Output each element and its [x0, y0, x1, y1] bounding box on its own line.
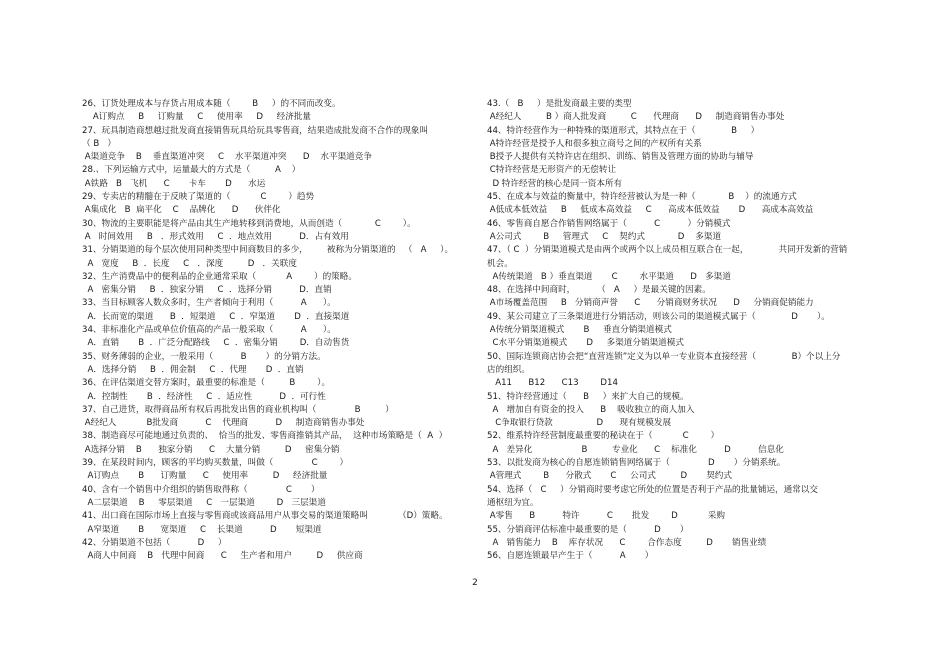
- left-column: [82, 98, 464, 563]
- question-line: A市场覆盖范围 B 分销商声誉 C 分销商财务状况 D 分销商促销能力: [487, 298, 814, 309]
- question-line: A 差异化 B 专业化 C 标准化 D 信息化: [487, 444, 784, 455]
- question-line: A选择分销 B 独家分销 C 大量分销 D 密集分销: [82, 444, 340, 455]
- question-line: A经纪人 B ）商人批发商 C 代理商 D 制造商销售办事处: [487, 112, 785, 123]
- question-line: 36、在评估渠道交替方案时，最重要的标准是（ B ）。: [82, 378, 331, 389]
- question-line: 42、分销渠道不包括（ D ）: [82, 537, 227, 548]
- question-line: 38、制造商尽可能地通过负责的、 恰当的批发、零售商推销其产品， 这种市场策略是（ A ）: [82, 431, 448, 442]
- question-line: 26、订货处理成本与存货占用成本随（ B ）的不同而改变。: [82, 99, 341, 109]
- question-line: A二层渠道 B 零层渠道 C 一层渠道 D 三层渠道: [82, 497, 326, 508]
- question-line: A商人中间商 B 代理中间商 C 生产者和用户 D 供应商: [82, 551, 363, 562]
- right-column: [487, 98, 877, 563]
- question-line: 50、国际连锁商店协会把“直营连锁”定义为以单一专业资本直接经营（ B）个以上分: [487, 351, 841, 362]
- question-line: A经纪人 B批发商 C 代理商 D 制造商销售办事处: [82, 418, 365, 429]
- question-line: A 增加自有资金的投入 B 吸收独立的商人加入: [487, 404, 695, 415]
- question-line: A集成化 B 扁平化 C 品牌化 D 伙伴化: [82, 205, 281, 216]
- question-line: 机会。: [487, 258, 513, 269]
- question-line: 31、分销渠道的每个层次使用同种类型中间商数目的多少， 被称为分销渠道的 （ A ）。: [82, 245, 454, 256]
- question-line: A11 B12 C13 D14: [487, 378, 618, 389]
- question-line: A窄渠道 B 宽渠道 C 长渠道 D 短渠道: [82, 524, 322, 535]
- question-line: A特许经营是授予人和很多独立商号之间的产权所有关系: [487, 138, 702, 149]
- question-line: 39、在某段时间内，顾客的平均购买数量，叫做（ C ）: [82, 458, 349, 469]
- question-line: 35、财务薄弱的企业，一般采用（ B ）的分销方法。: [82, 351, 326, 362]
- question-line: 51、特许经营通过（ B ）来扩大自己的规模。: [487, 391, 689, 402]
- question-line: 33、当目标顾客人数众多时，生产者倾向于利用（ A ）。: [82, 298, 336, 309]
- question-line: D 特许经营的核心是同一资本所有: [487, 178, 623, 189]
- question-line: C水平分销渠道模式 D 多渠道分销渠道模式: [487, 338, 684, 349]
- question-line: A传统渠道 B ）垂直渠道 C 水平渠道 D 多渠道: [487, 271, 731, 282]
- question-line: 通枢纽为宜。: [487, 497, 539, 508]
- question-line: 29、专卖店的精髓在于反映了渠道的（ C ）趋势: [82, 192, 315, 203]
- question-line: A订购点 B 订购量 C 使用率 D 经济批量: [82, 471, 328, 482]
- question-line: 49、某公司建立了三条渠道进行分销活动，则该公司的渠道模式属于（ D ）。: [487, 311, 830, 322]
- question-line: 52、维系特许经营制度最重要的秘诀在于（ C ）: [487, 431, 720, 442]
- question-line: A 宽度 B ．长度 C ．深度 D ．关联度: [82, 258, 297, 269]
- question-line: A．直销 B ．广泛分配路线 C ．密集分销 D．自动售货: [82, 338, 350, 349]
- page-number: 2: [472, 578, 478, 588]
- question-line: 56、自愿连锁最早产生于（ A ）: [487, 551, 654, 562]
- question-line: A渠道竞争 B 垂直渠道冲突 C 水平渠道冲突 D 水平渠道竞争: [82, 152, 372, 163]
- question-line: C特许经营是无形资产的无偿转让: [487, 165, 617, 176]
- question-line: 41、出口商在国际市场上直接与零售商或该商品用户从事交易的渠道策略叫 （D）策略。: [82, 511, 448, 522]
- question-line: 37、自己进货，取得商品所有权后再批发出售的商业机构叫（ B ）: [82, 404, 394, 415]
- question-line: 54、选择（ C ）分销商时要考虑它所处的位置是否利于产品的批量铺运，通常以交: [487, 484, 818, 495]
- question-line: A 销售能力 B 库存状况 C 合作态度 D 销售业绩: [487, 537, 767, 548]
- question-line: 32、生产消费品中的便利品的企业通常采取（ A ）的策略。: [82, 271, 357, 282]
- question-line: 53、以批发商为核心的自愿连锁销售网络属于（ D ）分销系统。: [487, 458, 786, 469]
- question-line: 40、含有一个销售中介组织的销售取得称（ C ）: [82, 484, 320, 495]
- question-line: （ B ）: [82, 138, 117, 149]
- question-line: 47、（ C ）分销渠道模式是由两个或两个以上成员相互联合在一起， 共同开发新的营销: [487, 245, 848, 256]
- question-line: 30、物流的主要职能是将产品由其生产地转移到消费地，从而创造（ C ）。: [82, 218, 416, 229]
- question-line: 28.、下列运输方式中，运量最大的方式是（ A ）: [82, 165, 301, 176]
- question-line: 48、在选择中间商时， （ A ）是最关键的因素。: [487, 285, 711, 296]
- question-line: 45、在成本与效益的衡量中，特许经营被认为是一种（ B ）的流通方式: [487, 192, 797, 203]
- question-line: A．长而宽的渠道 B ．短渠道 C ．窄渠道 D ．直接渠道: [82, 311, 350, 322]
- question-line: A 密集分销 B ．独家分销 C ．选择分销 D．直销: [82, 285, 332, 296]
- question-line: 43.（ B ）是批发商最主要的类型: [487, 99, 632, 109]
- question-line: A管理式 B 分散式 C 公司式 D 契约式: [487, 471, 732, 482]
- question-line: A传统分销渠道模式 B 垂直分销渠道模式: [487, 325, 672, 336]
- question-line: A订购点 B 订购量 C 使用率 D 经济批量: [82, 112, 311, 123]
- question-line: A公司式 B 管理式 C 契约式 D 多渠道: [487, 231, 722, 242]
- question-line: A．选择分销 B ．佣金制 C ．代理 D ．直销: [82, 364, 304, 375]
- question-line: 55、分销商评估标准中最重要的是（ D ）: [487, 524, 689, 535]
- question-line: 34、非标准化产品或单位价值高的产品一般采取（ A ）。: [82, 325, 336, 336]
- question-line: 27、玩具制造商想越过批发商直接销售玩具给玩具零售商，结果造成批发商不合作的现象叫: [82, 125, 429, 136]
- question-line: 44、特许经营作为一种特殊的渠道形式，其特点在于（ B ）: [487, 125, 760, 136]
- question-line: B授予人提供有关特许店在组织、训练、销售及管理方面的协助与辅导: [487, 152, 754, 163]
- question-line: A零售 B 特许 C 批发 D 采购: [487, 511, 725, 522]
- question-line: 46、零售商自愿合作销售网络属于（ C ）分销模式: [487, 218, 731, 229]
- question-line: A低成本低效益 B 低成本高效益 C 高成本低效益 D 高成本高效益: [487, 205, 814, 216]
- question-line: 店的组织。: [487, 364, 530, 375]
- question-line: A 时间效用 B ．形式效用 C ．地点效用 D．占有效用: [82, 231, 349, 242]
- question-line: C争取银行贷款 D 现有规模发展: [487, 418, 672, 429]
- question-line: A铁路 B 飞机 C 卡车 D 水运: [82, 178, 266, 189]
- question-line: A．控制性 B ．经济性 C ．适应性 D ．可行性: [82, 391, 326, 402]
